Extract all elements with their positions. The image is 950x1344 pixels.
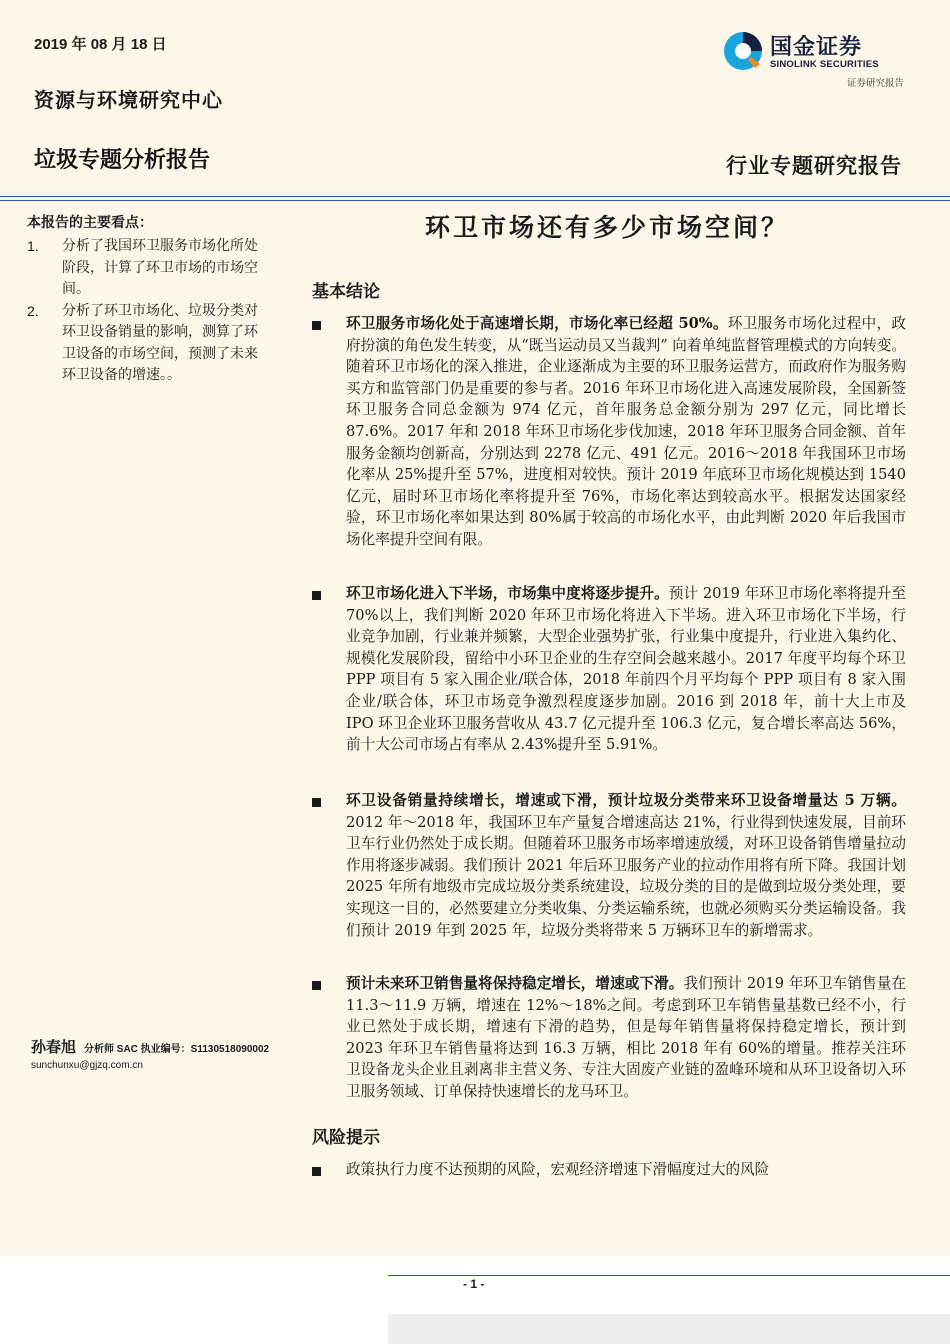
research-center: 资源与环境研究中心	[34, 88, 223, 112]
analyst-row	[31, 1038, 301, 1059]
logo-text-cn: 国金证券	[770, 35, 863, 60]
footer-band	[388, 1314, 950, 1344]
logo-subtitle: 证券研究报告	[846, 78, 904, 89]
report-header	[0, 0, 950, 196]
highlight-number: 1.	[27, 238, 39, 254]
analyst-license: 分析师 SAC 执业编号：S1130518090002	[84, 1044, 270, 1055]
conclusion-paragraph	[346, 583, 906, 756]
risk-text: 政策执行力度不达预期的风险，宏观经济增速下滑幅度过大的风险	[346, 1161, 770, 1178]
analyst-name: 孙春旭	[31, 1038, 77, 1056]
conclusion-body: 我们预计 2019 年环卫车销售量在 11.3～11.9 万辆，增速在 12%～18%之间。考虑到环卫车销售量基数已经不小，行业已然处于成长期，增速有下滑的趋势，但是每年销售量将保持稳定增长，预计到 2023 年环卫车销售量将达到 16.3 万辆，相比 2018 年有 60%的增量。推荐关注环卫设备龙头企业且剥离非主营义务、专注大固废产业链的盈峰环境和从环卫设备切入环卫服务领域、订单保持快速增长的龙马环卫。	[346, 975, 906, 1100]
bullet-square-icon	[312, 798, 321, 807]
highlight-item	[27, 301, 263, 387]
analyst-email[interactable]: sunchunxu@gjzq.com.cn	[31, 1060, 143, 1071]
bullet-square-icon	[312, 591, 321, 600]
logo-text-en: SINOLINK SECURITIES	[770, 59, 879, 70]
conclusion-lead: 环卫服务市场化处于高速增长期，市场化率已经超 50%。	[346, 315, 728, 332]
conclusion-body: 2012 年～2018 年，我国环卫车产量复合增速高达 21%，行业得到快速发展，目前环卫车行业仍然处于成长期。但随着环卫服务市场率增速放缓，对环卫设备销售增量拉动作用将逐步减弱。我们预计 2021 年后环卫服务产业的拉动作用将有所下降。我国计划 2025 年所有地级市完成垃圾分类系统建设，垃圾分类的目的是做到垃圾分类处理，要实现这一目的，必然要建立分类收集、分类运输系统，也就必须购买分类运输设备。我们预计 2019 年到 2025 年，垃圾分类将带来 5 万辆环卫车的新增需求。	[346, 813, 906, 939]
section-heading-conclusions: 基本结论	[312, 282, 380, 302]
highlights-sidebar	[27, 212, 263, 387]
conclusion-body: 环卫服务市场化过程中，政府扮演的角色发生转变，从“既当运动员又当裁判” 向着单纯监督管理模式的方向转变。随着环卫市场化的深入推进，企业逐渐成为主要的环卫服务运营方，而政府作为服务购买方和监管部门仍是重要的参与者。2016 年环卫市场化进入高速发展阶段，全国新签环卫服务合同总金额为 974 亿元，首年服务总金额分别为 297 亿元，同比增长 87.6%。2017 年和 2018 年环卫市场化步伐加速，2018 年环卫服务合同金额、首年服务金额均创新高，分别达到 2278 亿元、491 亿元。2016～2018 年我国环卫市场化率从 25%提升至 57%，进度相对较快。预计 2019 年底环卫市场化规模达到 1540 亿元，届时环卫市场化率将提升至 76%，市场化率达到较高水平。根据发达国家经验，环卫市场化率如果达到 80%属于较高的市场化水平，由此判断 2020 年后我国市场化率提升空间有限。	[346, 315, 906, 548]
conclusion-item	[312, 790, 906, 941]
report-date: 2019 年 08 月 18 日	[34, 36, 167, 53]
conclusion-paragraph	[346, 313, 906, 551]
header-divider-secondary	[0, 200, 950, 201]
conclusion-lead: 环卫设备销量持续增长，增速或下滑，预计垃圾分类带来环卫设备增量达 5 万辆。	[346, 792, 906, 809]
report-type: 行业专题研究报告	[726, 153, 902, 178]
conclusion-paragraph	[346, 973, 906, 1103]
highlight-text: 分析了环卫市场化、垃圾分类对环卫设备销量的影响，测算了环卫设备的市场空间，预测了未来环卫设备的增速。。	[62, 302, 258, 383]
analyst-info	[31, 1038, 301, 1073]
report-series: 垃圾专题分析报告	[34, 148, 211, 173]
page-number: - 1 -	[463, 1277, 485, 1291]
conclusion-item	[312, 313, 906, 551]
highlight-text: 分析了我国环卫服务市场化所处阶段，计算了环卫市场的市场空间。	[62, 238, 258, 297]
highlight-item	[27, 236, 263, 301]
sinolink-logo	[722, 28, 904, 90]
highlight-number: 2.	[27, 302, 39, 319]
conclusion-item	[312, 583, 906, 756]
bullet-square-icon	[312, 321, 321, 330]
bullet-square-icon	[312, 981, 321, 990]
conclusion-lead: 预计未来环卫销售量将保持稳定增长，增速或下滑。	[346, 975, 684, 992]
highlights-title: 本报告的主要看点：	[27, 215, 153, 231]
conclusion-lead: 环卫市场化进入下半场，市场集中度将逐步提升。	[346, 585, 669, 602]
sinolink-logo-icon	[722, 30, 764, 72]
conclusion-paragraph	[346, 790, 906, 941]
risk-item	[312, 1159, 906, 1181]
conclusion-body: 预计 2019 年环卫市场化率将提升至 70%以上，我们判断 2020 年环卫市场化将进入下半场。进入环卫市场化下半场，行业竞争加剧，行业兼并频繁，大型企业强势扩张，行业集中度提升，行业进入集约化、规模化发展阶段，留给中小环卫企业的生存空间会越来越小。2017 年度平均每个环卫 PPP 项目有 5 家入围企业/联合体，2018 年前四个月平均每个 PPP 项目有 8 家入围企业/联合体，环卫市场竞争激烈程度逐步加剧。2016 到 2018 年，前十大上市及 IPO 环卫企业环卫服务营收从 43.7 亿元提升至 106.3 亿元，复合增长率高达 56%，前十大公司市场占有率从 2.43%提升至 5.91%。	[346, 585, 906, 754]
header-divider	[0, 196, 950, 197]
bullet-square-icon	[312, 1167, 321, 1176]
footer-divider	[388, 1275, 950, 1276]
section-heading-risks: 风险提示	[312, 1128, 380, 1148]
conclusion-item	[312, 973, 906, 1103]
report-title: 环卫市场还有多少市场空间？	[424, 213, 789, 242]
